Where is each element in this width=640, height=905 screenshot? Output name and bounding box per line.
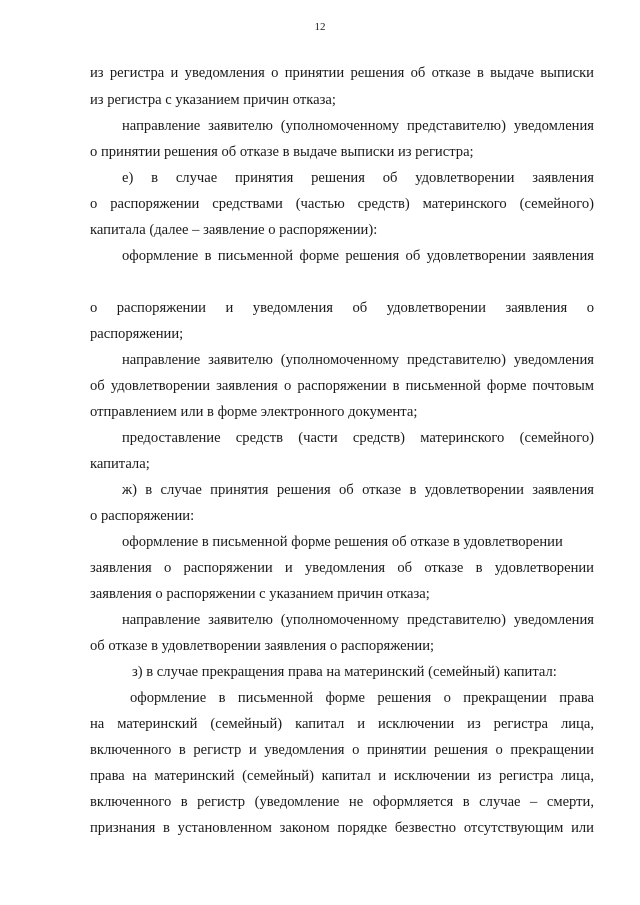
text-line: из регистра с указанием причин отказа; [90,92,336,108]
text-line: заявления о распоряжении и уведомления об отказе в удовлетворении [90,560,594,576]
text-line: капитала; [90,456,150,472]
text-line: признания в установленном законом порядке безвестно отсутствующим или [90,820,594,836]
text-line: о принятии решения об отказе в выдаче выписки из регистра; [90,144,474,160]
text-line: ж) в случае принятия решения об отказе в удовлетворении заявления [122,482,594,498]
text-line: оформление в письменной форме решения об удовлетворении заявления [122,248,594,264]
text-line: из регистра и уведомления о принятии решения об отказе в выдаче выписки [90,65,594,81]
text-line: включенного в регистр и уведомления о принятии решения о прекращении [90,742,594,758]
text-line: права на материнский (семейный) капитал и исключении из регистра лица, [90,768,594,784]
text-line: е) в случае принятия решения об удовлетворении заявления [122,170,594,186]
text-line: о распоряжении и уведомления об удовлетворении заявления о [90,300,594,316]
text-line: об отказе в удовлетворении заявления о распоряжении; [90,638,435,654]
text-line: заявления о распоряжении с указанием причин отказа; [90,586,430,602]
text-line: з) в случае прекращения права на материнский (семейный) капитал: [132,664,557,680]
text-line: предоставление средств (части средств) материнского (семейного) [122,430,594,446]
text-line: распоряжении; [90,326,184,342]
text-line: отправлением или в форме электронного документа; [90,404,418,420]
text-line: капитала (далее – заявление о распоряжении): [90,222,378,238]
text-line: направление заявителю (уполномоченному представителю) уведомления [122,352,594,368]
text-line: оформление в письменной форме решения о прекращении права [130,690,594,706]
text-line: об удовлетворении заявления о распоряжении в письменной форме почтовым [90,378,594,394]
text-line: о распоряжении средствами (частью средств) материнского (семейного) [90,196,594,212]
text-line: направление заявителю (уполномоченному представителю) уведомления [122,612,594,628]
page-number: 12 [314,21,326,33]
text-line: о распоряжении: [90,508,195,524]
text-line: включенного в регистр (уведомление не оформляется в случае – смерти, [90,794,594,810]
text-line: на материнский (семейный) капитал и исключении из регистра лица, [90,716,594,732]
text-line: оформление в письменной форме решения об отказе в удовлетворении [122,534,563,550]
text-line: направление заявителю (уполномоченному представителю) уведомления [122,118,594,134]
